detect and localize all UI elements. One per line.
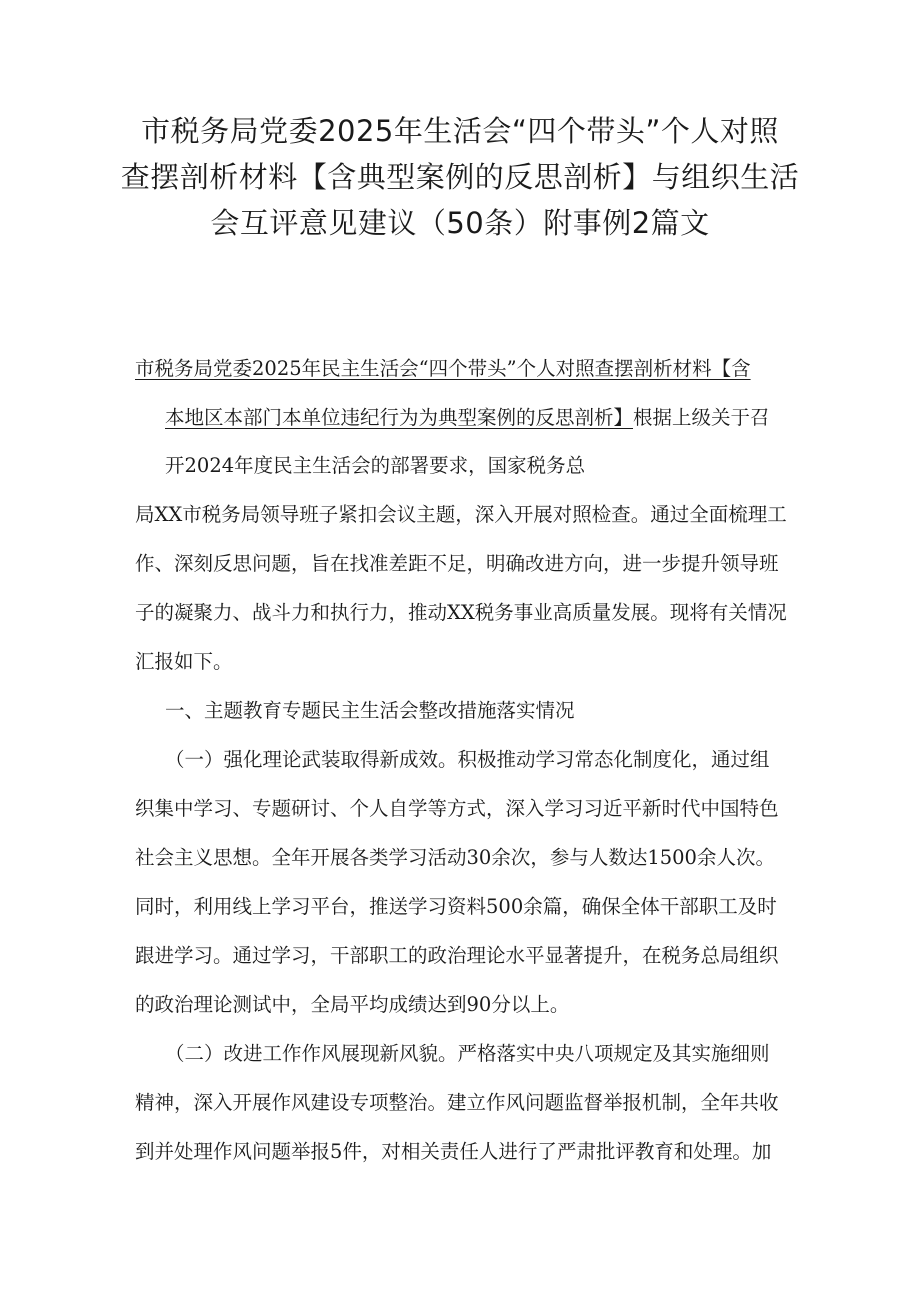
- body-line-9: 社会主义思想。全年开展各类学习活动30余次，参与人数达1500余人次。: [135, 846, 775, 869]
- title-line-1: 市税务局党委2025年生活会“四个带头”个人对照: [141, 114, 779, 148]
- body-line-11: 跟进学习。通过学习，干部职工的政治理论水平显著提升，在税务总局组织: [135, 944, 779, 967]
- document-title: [120, 108, 800, 246]
- body-line-14: 精神，深入开展作风建设专项整治。建立作风问题监督举报机制，全年共收: [135, 1091, 779, 1114]
- body-line-10: 同时，利用线上学习平台，推送学习资料500余篇，确保全体干部职工及时: [135, 895, 777, 918]
- heading-link-line-1[interactable]: 市税务局党委2025年民主生活会“四个带头”个人对照查摆剖析材料【含: [135, 357, 751, 380]
- heading-link-line-2[interactable]: 本地区本部门本单位违纪行为为典型案例的反思剖析】: [165, 406, 634, 429]
- section-heading-1: 一、主题教育专题民主生活会整改措施落实情况: [165, 699, 575, 722]
- body-line-15: 到并处理作风问题举报5件，对相关责任人进行了严肃批评教育和处理。加: [135, 1140, 772, 1163]
- title-line-2: 查摆剖析材料【含典型案例的反思剖析】与组织生活: [120, 160, 800, 194]
- body-line-2: 局XX市税务局领导班子紧扣会议主题，深入开展对照检查。通过全面梳理工: [135, 503, 787, 526]
- body-line-3: 作、深刻反思问题，旨在找准差距不足，明确改进方向，进一步提升领导班: [135, 552, 779, 575]
- heading-tail: 根据上级关于召: [633, 406, 770, 429]
- body-line-8: 织集中学习、专题研讨、个人自学等方式，深入学习习近平新时代中国特色: [135, 797, 779, 820]
- body-line-12: 的政治理论测试中，全局平均成绩达到90分以上。: [135, 993, 570, 1016]
- body-line-7: （一）强化理论武装取得新成效。积极推动学习常态化制度化，通过组: [165, 748, 770, 771]
- body-line-4: 子的凝聚力、战斗力和执行力，推动XX税务事业高质量发展。现将有关情况: [135, 601, 787, 624]
- title-line-3: 会互评意见建议（50条）附事例2篇文: [210, 206, 710, 240]
- heading-line-2: [165, 404, 770, 432]
- body-line-5: 汇报如下。: [135, 650, 233, 673]
- body-line-13: （二）改进工作作风展现新风貌。严格落实中央八项规定及其实施细则: [165, 1042, 770, 1065]
- body-line-1: 开2024年度民主生活会的部署要求，国家税务总: [165, 454, 586, 477]
